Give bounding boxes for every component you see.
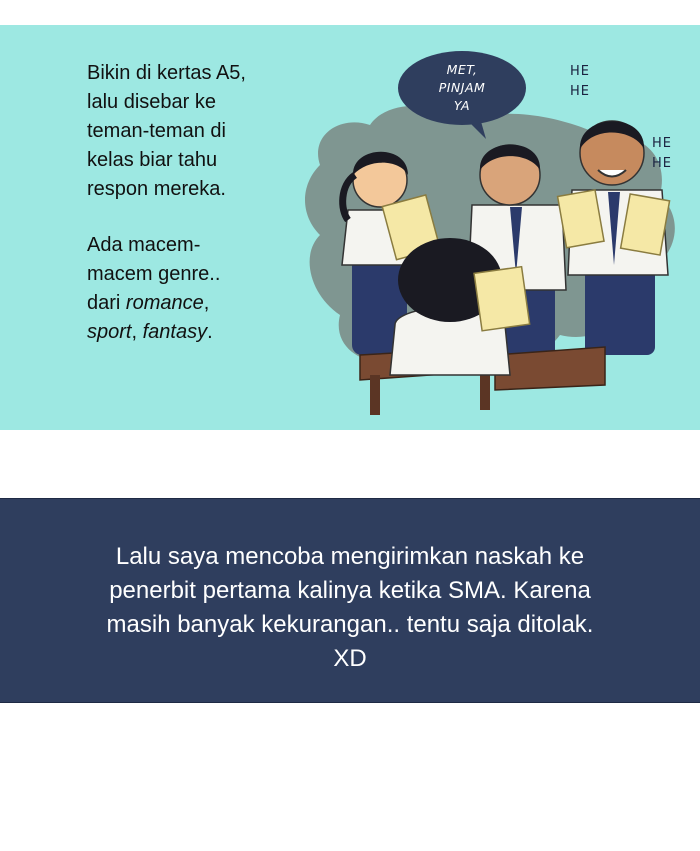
genre-romance: romance: [125, 292, 204, 314]
bubble-line-3: YA: [453, 98, 471, 113]
bubble-line-1: MET,: [446, 62, 478, 77]
bubble-line-2: PINJAM: [438, 80, 486, 95]
sfx-laugh-2: HE HE: [652, 136, 672, 171]
students-illustration: [300, 25, 700, 430]
caption-bottom-text: Lalu saya mencoba mengirimkan naskah ke penerbit pertama kalinya ketika SMA. Karena masih banyak kekurangan.. tentu saja ditolak. XD: [106, 543, 594, 672]
caption-left: [87, 59, 317, 374]
genre-fantasy: fantasy: [142, 321, 208, 343]
genre-sport: sport: [87, 321, 132, 343]
caption-paragraph-1: Bikin di kertas A5, lalu disebar ke teman-teman di kelas biar tahu respon mereka.: [87, 62, 246, 200]
sfx-laugh-1: HE HE: [570, 64, 590, 99]
caption-paragraph-2: Ada macem- macem genre.. dari romance, sport, fantasy.: [87, 234, 221, 343]
